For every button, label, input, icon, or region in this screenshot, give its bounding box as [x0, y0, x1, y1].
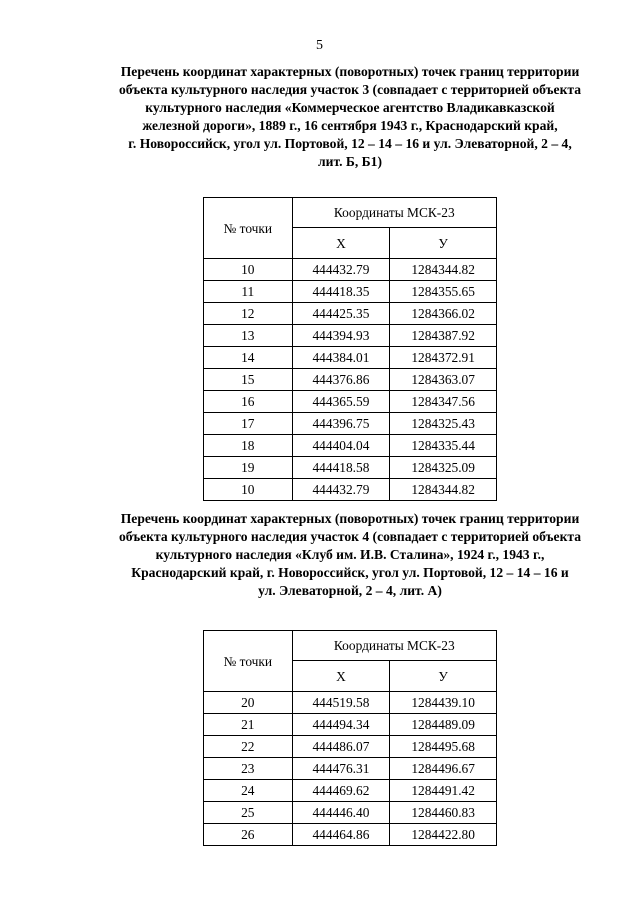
cell-point-number: 10: [204, 479, 293, 501]
heading-line: Краснодарский край, г. Новороссийск, угол ул. Портовой, 12 – 14 – 16 и: [131, 565, 569, 580]
cell-point-number: 21: [204, 714, 293, 736]
cell-x: 444469.62: [292, 780, 390, 802]
table-row: [204, 780, 497, 802]
table-row: [204, 347, 497, 369]
cell-x: 444476.31: [292, 758, 390, 780]
cell-point-number: 16: [204, 391, 293, 413]
cell-y: 1284335.44: [390, 435, 497, 457]
table-body: [204, 692, 497, 846]
cell-point-number: 18: [204, 435, 293, 457]
cell-x: 444394.93: [292, 325, 390, 347]
table-row: [204, 325, 497, 347]
page-number: 5: [316, 38, 323, 53]
cell-y: 1284489.09: [390, 714, 497, 736]
table-row: [204, 413, 497, 435]
section-2-heading: [60, 510, 639, 600]
header-point-number: № точки: [204, 631, 293, 692]
cell-y: 1284372.91: [390, 347, 497, 369]
table-body: [204, 259, 497, 501]
cell-y: 1284325.43: [390, 413, 497, 435]
cell-y: 1284344.82: [390, 259, 497, 281]
table-row: [204, 391, 497, 413]
table-row: [204, 303, 497, 325]
cell-point-number: 24: [204, 780, 293, 802]
cell-x: 444404.04: [292, 435, 390, 457]
cell-point-number: 25: [204, 802, 293, 824]
cell-x: 444384.01: [292, 347, 390, 369]
cell-x: 444365.59: [292, 391, 390, 413]
table-row: [204, 824, 497, 846]
cell-point-number: 23: [204, 758, 293, 780]
header-point-number: № точки: [204, 198, 293, 259]
cell-x: 444432.79: [292, 259, 390, 281]
heading-line: культурного наследия «Клуб им. И.В. Сталина», 1924 г., 1943 г.,: [155, 547, 545, 562]
cell-point-number: 12: [204, 303, 293, 325]
cell-y: 1284366.02: [390, 303, 497, 325]
heading-line: Перечень координат характерных (поворотных) точек границ территории: [120, 64, 580, 79]
cell-x: 444486.07: [292, 736, 390, 758]
table-row: [204, 692, 497, 714]
table-row: [204, 479, 497, 501]
heading-line: ул. Элеваторной, 2 – 4, лит. А): [258, 583, 442, 598]
heading-line: лит. Б, Б1): [317, 154, 382, 169]
cell-y: 1284344.82: [390, 479, 497, 501]
table-row: [204, 758, 497, 780]
cell-point-number: 17: [204, 413, 293, 435]
heading-line: железной дороги», 1889 г., 16 сентября 1943 г., Краснодарский край,: [142, 118, 558, 133]
cell-point-number: 26: [204, 824, 293, 846]
cell-x: 444446.40: [292, 802, 390, 824]
cell-point-number: 20: [204, 692, 293, 714]
cell-x: 444396.75: [292, 413, 390, 435]
cell-point-number: 10: [204, 259, 293, 281]
cell-x: 444494.34: [292, 714, 390, 736]
cell-point-number: 22: [204, 736, 293, 758]
cell-point-number: 11: [204, 281, 293, 303]
cell-y: 1284347.56: [390, 391, 497, 413]
table-row: [204, 714, 497, 736]
heading-line: Перечень координат характерных (поворотных) точек границ территории: [120, 511, 580, 526]
table-row: [204, 281, 497, 303]
cell-x: 444464.86: [292, 824, 390, 846]
cell-x: 444519.58: [292, 692, 390, 714]
table-row: [204, 457, 497, 479]
heading-line: объекта культурного наследия участок 4 (совпадает с территорией объекта: [118, 529, 582, 544]
cell-y: 1284325.09: [390, 457, 497, 479]
cell-y: 1284439.10: [390, 692, 497, 714]
cell-y: 1284496.67: [390, 758, 497, 780]
header-y: У: [390, 661, 497, 692]
cell-point-number: 14: [204, 347, 293, 369]
cell-y: 1284387.92: [390, 325, 497, 347]
cell-y: 1284355.65: [390, 281, 497, 303]
header-coordinates: Координаты МСК-23: [292, 198, 496, 228]
cell-y: 1284491.42: [390, 780, 497, 802]
table-row: [204, 259, 497, 281]
heading-line: г. Новороссийск, угол ул. Портовой, 12 – 14 – 16 и ул. Элеваторной, 2 – 4,: [128, 136, 572, 151]
header-x: Х: [292, 661, 390, 692]
cell-point-number: 19: [204, 457, 293, 479]
heading-line: объекта культурного наследия участок 3 (совпадает с территорией объекта: [118, 82, 582, 97]
cell-x: 444432.79: [292, 479, 390, 501]
cell-x: 444425.35: [292, 303, 390, 325]
cell-y: 1284363.07: [390, 369, 497, 391]
coordinates-table-2: [203, 630, 497, 846]
table-row: [204, 435, 497, 457]
table-row: [204, 736, 497, 758]
header-coordinates: Координаты МСК-23: [292, 631, 496, 661]
cell-x: 444418.58: [292, 457, 390, 479]
section-1-heading: [60, 63, 639, 171]
cell-x: 444418.35: [292, 281, 390, 303]
coordinates-table-1: [203, 197, 497, 501]
cell-x: 444376.86: [292, 369, 390, 391]
cell-y: 1284495.68: [390, 736, 497, 758]
heading-line: культурного наследия «Коммерческое агентство Владикавказской: [145, 100, 555, 115]
table-row: [204, 369, 497, 391]
cell-y: 1284460.83: [390, 802, 497, 824]
header-y: У: [390, 228, 497, 259]
cell-point-number: 15: [204, 369, 293, 391]
table-row: [204, 802, 497, 824]
cell-point-number: 13: [204, 325, 293, 347]
header-x: Х: [292, 228, 390, 259]
cell-y: 1284422.80: [390, 824, 497, 846]
